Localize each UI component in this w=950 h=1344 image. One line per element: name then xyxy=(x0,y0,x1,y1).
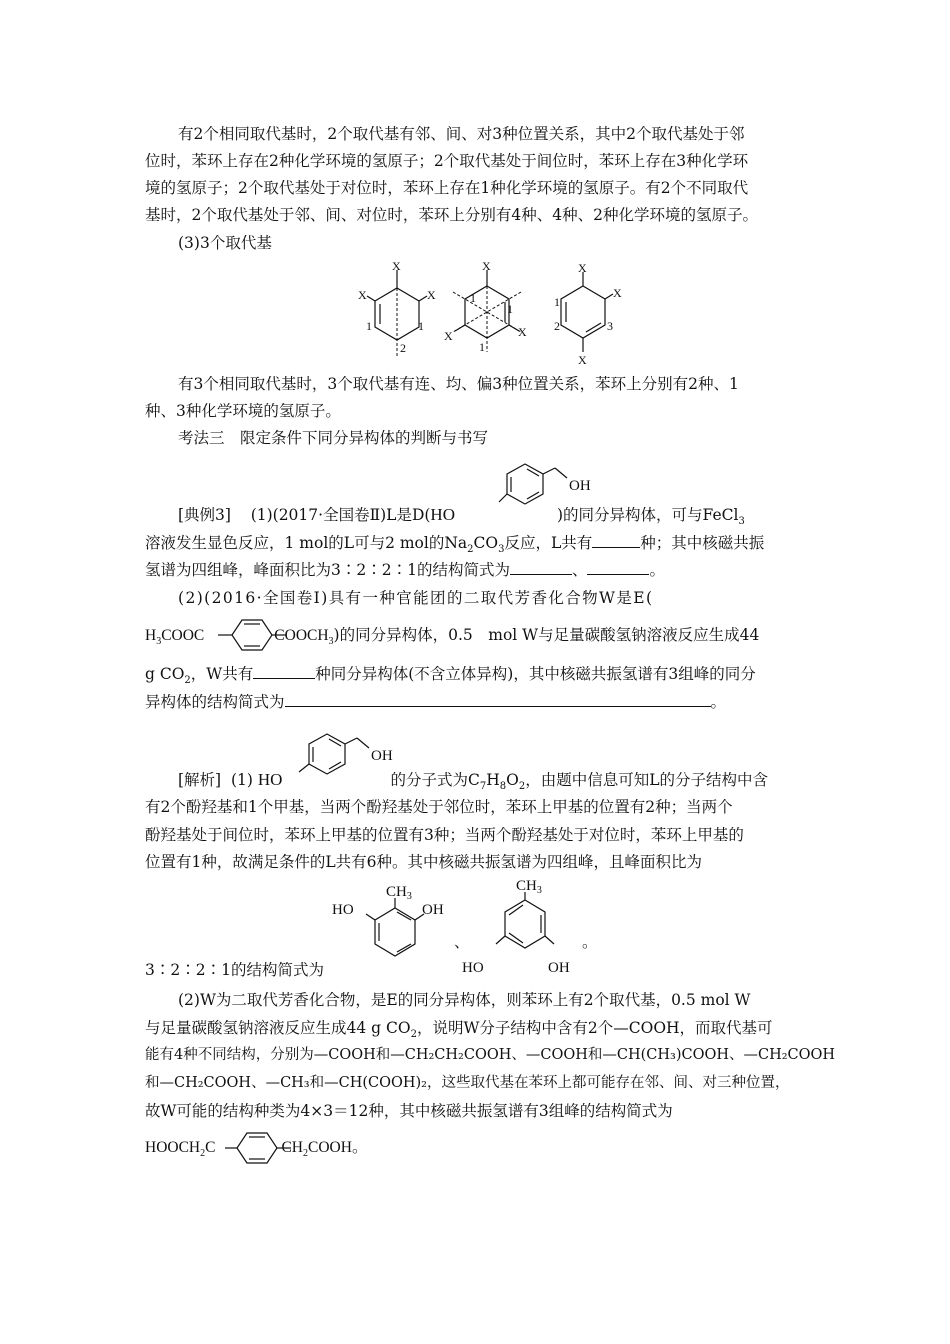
label-x: X xyxy=(444,329,453,343)
label-num: 2 xyxy=(554,319,560,333)
ex3-line-6 xyxy=(145,664,950,691)
ex3-text: 异构体的结构简式为 xyxy=(145,693,285,711)
w-ring xyxy=(225,1128,295,1168)
sol-line-4: 位置有1种，故满足条件的L共有6种。其中核磁共振氢谱为四组峰，且峰面积比为 xyxy=(145,853,703,871)
oh-label: OH xyxy=(371,748,393,764)
symmetric-ring xyxy=(444,259,527,354)
e-right: COOCH xyxy=(274,627,329,644)
oh-label: OH xyxy=(548,960,570,976)
label-x: X xyxy=(518,325,527,339)
subscript: 3 xyxy=(328,636,334,648)
label-x: X xyxy=(578,353,587,367)
label-num: 1 xyxy=(366,319,372,333)
sol-text: O xyxy=(506,771,519,789)
answer-blank[interactable] xyxy=(285,692,711,707)
sol-text: (1) xyxy=(230,771,253,789)
method-3-heading: 考法三 限定条件下同分异构体的判断与书写 xyxy=(178,429,489,447)
ex3-text: (1)(2017·全国卷Ⅱ)L是D( xyxy=(250,506,431,524)
label-num: 3 xyxy=(607,319,613,333)
sol-line-2: 有2个酚羟基和1个甲基，当两个酚羟基处于邻位时，苯环上甲基的位置有2种；当两个 xyxy=(145,798,733,816)
p1-line-2: 位时，苯环上存在2种化学环境的氢原子；2个取代基处于间位时，苯环上存在3种化学环 xyxy=(145,152,749,170)
e-left2: COOC xyxy=(161,627,205,644)
p1-line-1: 有2个相同取代基时，2个取代基有邻、间、对3种位置关系，其中2个取代基处于邻 xyxy=(178,125,745,143)
sol-line-5: 3∶2∶2∶1的结构简式为 xyxy=(145,961,324,979)
w-left2: C xyxy=(205,1139,216,1156)
p2-line-2: 种、3种化学环境的氢原子。 xyxy=(145,402,341,420)
solution-label: [解析] xyxy=(178,771,222,789)
heading-three-substituents: (3)3个取代基 xyxy=(178,234,272,252)
ex3-line-3 xyxy=(145,560,950,580)
sol2-line-1: (2)W为二取代芳香化合物，是E的同分异构体，则苯环上有2个取代基，0.5 mol W xyxy=(178,991,751,1009)
e-left: H xyxy=(145,627,157,644)
asymmetric-ring xyxy=(554,261,622,367)
sol2-line-3: 能有4种不同结构，分别为—COOH和—CH₂CH₂COOH、—COOH和—CH(CH₃)COOH、—CH₂COOH xyxy=(145,1047,836,1063)
answer-separator: 、 xyxy=(454,933,470,951)
subscript: 7 xyxy=(479,781,487,793)
sol2-line-4: 和—CH₂COOH、—CH₃和—CH(COOH)₂，这些取代基在苯环上都可能存在邻、间、对三种位置， xyxy=(145,1075,790,1091)
ex3-text: g CO xyxy=(145,665,185,683)
subscript: 2 xyxy=(200,1148,206,1160)
ex3-text: 种同分异构体(不含立体异构)，其中核磁共振氢谱有3组峰的同分 xyxy=(315,665,756,683)
ex3-text: 溶液发生显色反应，1 mol的L可与2 mol的Na xyxy=(145,534,468,552)
label-num: 1 xyxy=(507,302,513,316)
sol-text: 与足量碳酸氢钠溶液反应生成44 g CO xyxy=(145,1019,411,1037)
oh-label: OH xyxy=(569,478,591,494)
answer-blank[interactable] xyxy=(510,560,572,575)
label-x: X xyxy=(613,286,622,300)
label-x: X xyxy=(482,259,491,273)
ho-label: HO xyxy=(332,902,354,918)
ex3-text: ，W共有 xyxy=(190,665,254,683)
ho-label: HO xyxy=(430,505,455,524)
oh-label: OH xyxy=(422,902,444,918)
answer-blank[interactable] xyxy=(253,664,315,679)
ex3-text: CO xyxy=(473,534,499,552)
sol-text: ，说明W分子结构中含有2个—COOH，而取代基可 xyxy=(416,1019,773,1037)
answer-blank[interactable] xyxy=(587,560,649,575)
p1-line-4: 基时，2个取代基处于邻、间、对位时，苯环上分别有4种、4种、2种化学环境的氢原子。 xyxy=(145,206,758,224)
three-substituent-figure xyxy=(355,258,655,378)
subscript: 3 xyxy=(498,544,505,556)
p1-line-3: 境的氢原子；2个取代基处于对位时，苯环上存在1种化学环境的氢原子。有2个不同取代 xyxy=(145,179,749,197)
sol-text: 的分子式为C xyxy=(390,771,480,789)
subscript: 3 xyxy=(156,636,162,648)
p2-line-1: 有3个相同取代基时，3个取代基有连、均、偏3种位置关系，苯环上分别有2种、1 xyxy=(178,375,739,393)
structure-e-ring xyxy=(218,615,288,655)
subscript: 2 xyxy=(410,1029,417,1041)
w-end: 。 xyxy=(351,1139,368,1156)
subscript: 2 xyxy=(467,544,474,556)
label-x: X xyxy=(427,288,436,302)
label-num: 1 xyxy=(470,291,476,305)
ex3-line-7 xyxy=(145,692,950,712)
sol-text: H xyxy=(486,771,500,789)
ch3-label: $CH_3$ xyxy=(386,884,412,902)
label-x: X xyxy=(358,288,367,302)
label-num: 1 xyxy=(479,340,485,354)
label-num: 1 xyxy=(554,295,560,309)
ex3-line-1 xyxy=(178,505,950,532)
label-x: X xyxy=(392,259,401,273)
ex3-text: 反应，L共有 xyxy=(504,534,593,552)
ho-label: HO xyxy=(257,770,283,789)
ex3-line-4: (2)(2016·全国卷Ⅰ)具有一种官能团的二取代芳香化合物W是E( xyxy=(178,589,654,607)
label-num: 2 xyxy=(400,341,406,355)
w-left: HOOCH xyxy=(145,1139,201,1156)
ex3-text: 种；其中核磁共振 xyxy=(640,534,765,552)
subscript: 2 xyxy=(518,781,526,793)
sol2-line-5: 故W可能的结构种类为4×3＝12种，其中核磁共振氢谱有3组峰的结构简式为 xyxy=(145,1102,673,1120)
ex3-text: 氢谱为四组峰，峰面积比为3∶2∶2∶1的结构简式为 xyxy=(145,561,510,579)
label-num: 1 xyxy=(418,319,424,333)
subscript: 2 xyxy=(303,1148,309,1160)
ch3-label: $CH_3$ xyxy=(516,878,542,896)
w-right: CH xyxy=(281,1139,304,1156)
subscript: 8 xyxy=(499,781,507,793)
ex3-text: 、 xyxy=(571,561,588,579)
answer-blank[interactable] xyxy=(592,533,640,548)
subscript: 3 xyxy=(738,516,745,528)
ex3-text: 。 xyxy=(649,561,665,579)
ex3-text: )的同分异构体，0.5 mol W与足量碳酸氢钠溶液反应生成44 xyxy=(333,626,760,644)
sol-line-3: 酚羟基处于间位时，苯环上甲基的位置有3种；当两个酚羟基处于对位时，苯环上甲基的 xyxy=(145,826,744,844)
sol-text: ，由题中信息可知L的分子结构中含 xyxy=(525,771,768,789)
sol2-line-2 xyxy=(145,1018,950,1045)
ho-label: HO xyxy=(462,960,484,976)
ex3-text: )的同分异构体，可与FeCl xyxy=(556,506,739,524)
vicinal-ring xyxy=(358,259,436,356)
sol-line-1 xyxy=(178,770,950,797)
w-right2: COOH xyxy=(308,1139,352,1156)
example-label: [典例3] xyxy=(178,506,231,524)
e-left-group xyxy=(145,627,205,648)
label-x: X xyxy=(578,261,587,275)
ex3-line-2 xyxy=(145,533,950,560)
ex3-text: 。 xyxy=(710,693,727,711)
subscript: 2 xyxy=(184,675,191,687)
answer-end: 。 xyxy=(582,933,598,951)
